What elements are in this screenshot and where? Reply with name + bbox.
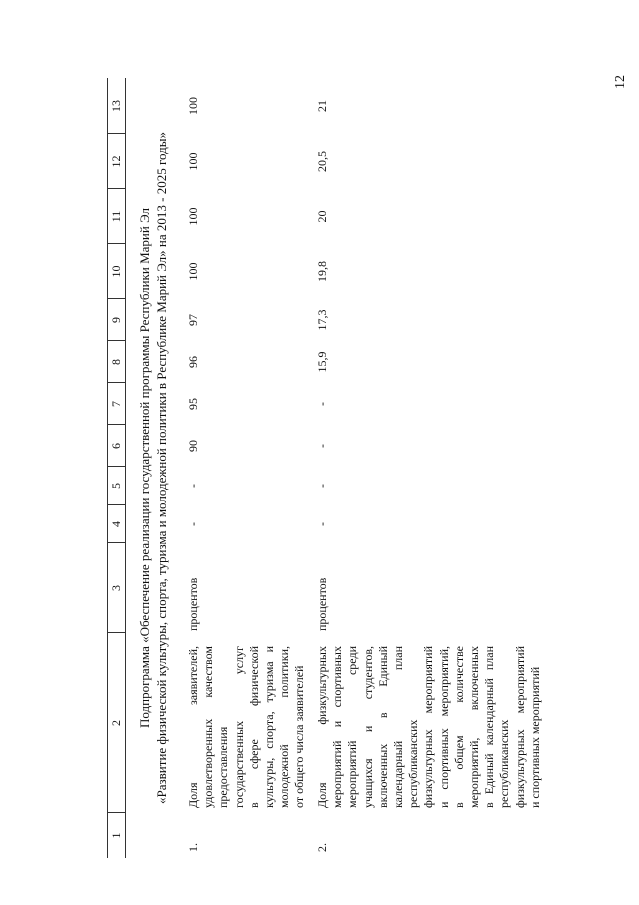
header-col-separator	[107, 632, 125, 633]
description-line: и спортивных мероприятий,	[436, 646, 451, 808]
value-col-8: 96	[186, 356, 200, 368]
value-col-7: 95	[186, 398, 200, 410]
description-line: мероприятий среди	[345, 646, 360, 808]
value-col-12: 100	[186, 152, 200, 171]
header-col-1: 1	[109, 832, 123, 839]
value-col-4: -	[315, 522, 329, 526]
description-line: в сфере физической	[246, 646, 261, 808]
value-col-13: 21	[315, 100, 329, 112]
header-col-separator	[107, 812, 125, 813]
description-line: республиканских	[406, 719, 421, 808]
description-line: календарный план	[391, 646, 406, 808]
header-col-8: 8	[109, 359, 123, 365]
header-col-7: 7	[109, 401, 123, 407]
value-col-12: 20,5	[315, 151, 329, 172]
description-line: физкультурных мероприятий	[421, 646, 436, 808]
description-line: Доля заявителей,	[186, 646, 200, 808]
description-line: Доля физкультурных	[315, 646, 329, 808]
description-line: культуры, спорта, туризма и	[262, 646, 277, 808]
description-line: молодежной политики,	[277, 646, 292, 808]
header-col-separator	[107, 340, 125, 341]
description-line: предоставления	[216, 726, 231, 808]
unit-of-measure: процентов	[186, 577, 200, 631]
description-line: удовлетворенных качеством	[201, 646, 216, 808]
header-col-separator	[107, 133, 125, 134]
page-number: 12	[613, 75, 628, 89]
value-col-6: 90	[186, 440, 200, 452]
value-col-5: -	[315, 484, 329, 488]
header-bottom-border	[125, 78, 126, 858]
header-col-13: 13	[109, 100, 123, 112]
value-col-9: 17,3	[315, 309, 329, 331]
value-col-11: 20	[315, 210, 329, 223]
description-line: мероприятий, включенных	[467, 646, 482, 808]
value-col-10: 100	[186, 262, 200, 281]
value-col-6: -	[315, 444, 329, 448]
row-number: 1.	[186, 843, 200, 852]
header-col-separator	[107, 382, 125, 383]
header-col-12: 12	[109, 155, 123, 168]
header-col-9: 9	[109, 317, 123, 323]
unit-of-measure: процентов	[315, 577, 329, 631]
indicator-description	[315, 646, 543, 808]
description-line: и спортивных мероприятий	[527, 666, 542, 808]
description-line: в общем количестве	[451, 646, 466, 808]
header-col-3: 3	[109, 585, 123, 591]
header-col-10: 10	[109, 265, 123, 278]
indicator-description	[186, 646, 308, 808]
header-col-separator	[107, 504, 125, 505]
description-line: республиканских	[497, 719, 512, 808]
header-col-5: 5	[109, 483, 123, 489]
value-col-4: -	[186, 522, 200, 526]
header-col-separator	[107, 243, 125, 244]
value-col-13: 100	[186, 97, 200, 115]
description-line: от общего числа заявителей	[292, 665, 307, 808]
subprogram-title-line-1: Подпрограмма «Обеспечение реализации государственной программы Республики Марий Эл	[137, 208, 152, 728]
header-col-6: 6	[109, 443, 123, 449]
subprogram-title-line-2: «Развитие физической культуры, спорта, туризма и молодежной политики в Республике Марий Эл» на 2013 - 2025 годы»	[154, 132, 169, 804]
header-col-2: 2	[109, 720, 123, 726]
header-col-separator	[107, 424, 125, 425]
description-line: физкультурных мероприятий	[512, 646, 527, 808]
value-col-5: -	[186, 484, 200, 488]
value-col-11: 100	[186, 207, 200, 226]
description-line: включенных в Единый	[375, 646, 390, 808]
rotated-table	[107, 78, 542, 858]
header-col-separator	[107, 298, 125, 299]
header-col-4: 4	[109, 521, 123, 527]
description-line: в Единый календарный план	[482, 646, 497, 808]
description-line: мероприятий и спортивных	[330, 646, 345, 808]
description-line: учащихся и студентов,	[360, 646, 375, 808]
value-col-8: 15,9	[315, 351, 329, 373]
value-col-10: 19,8	[315, 261, 329, 282]
header-col-separator	[107, 466, 125, 467]
value-col-7: -	[315, 402, 329, 406]
value-col-9: 97	[186, 314, 200, 326]
header-col-separator	[107, 542, 125, 543]
header-col-separator	[107, 188, 125, 189]
description-line: государственных услуг	[231, 646, 246, 808]
row-number: 2.	[315, 843, 329, 852]
header-col-11: 11	[109, 210, 123, 223]
